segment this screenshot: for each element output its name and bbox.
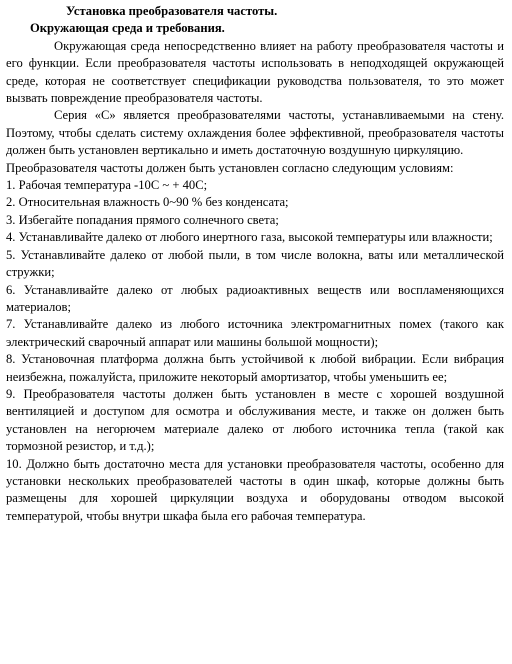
list-item: 2. Относительная влажность 0~90 % без конденсата; <box>6 195 289 210</box>
document-title: Установка преобразователя частоты. <box>66 4 278 18</box>
list-item: 10. Должно быть достаточно места для установки преобразователя частоты, особенно для установки нескольких преобразователей частоты в один шкаф, которые должны быть размещены для хорошей циркуляции воздуха и оборудованы отводом высокой температурой, чтобы внутри шкафа была его рабочая температура. <box>6 456 504 523</box>
list-item: 6. Устанавливайте далеко от любых радиоактивных веществ или воспламеняющихся материалов; <box>6 282 504 314</box>
paragraph-series-c: Серия «С» является преобразователями частоты, устанавливаемыми на стену. Поэтому, чтобы сделать систему охлаждения более эффективной, преобразователя частоты должен быть установлен вертикально и иметь достаточную воздушную циркуляцию. <box>6 108 504 158</box>
paragraph-environment: Окружающая среда непосредственно влияет на работу преобразователя частоты и его функции. Если преобразователя частоты использовать в неподходящей окружающей среде, которая не соответствует спецификации руководства пользователя, то это может вызвать повреждение преобразователя частоты. <box>6 38 504 106</box>
list-item: 7. Устанавливайте далеко из любого источника электромагнитных помех (такого как электрический сварочный аппарат или машины большой мощности); <box>6 317 504 349</box>
list-item: 8. Установочная платформа должна быть устойчивой к любой вибрации. Если вибрация неизбежна, пожалуйста, приложите некоторый амортизатор, чтобы уменьшить ее; <box>6 352 504 384</box>
list-item: 5. Устанавливайте далеко от любой пыли, в том числе волокна, ваты или металлической стружки; <box>6 247 504 280</box>
list-item: 3. Избегайте попадания прямого солнечного света; <box>6 212 279 227</box>
paragraph-conditions-intro: Преобразователя частоты должен быть установлен согласно следующим условиям: <box>6 160 454 175</box>
list-item: 4. Устанавливайте далеко от любого инертного газа, высокой температуры или влажности; <box>6 230 493 245</box>
conditions-list <box>6 177 504 525</box>
list-item: 1. Рабочая температура -10С ~ + 40С; <box>6 178 208 193</box>
list-item: 9. Преобразователя частоты должен быть установлен в месте с хорошей воздушной вентиляцией и доступом для осмотра и обслуживания месте, и также он должен быть установлен на негорючем материале далеко от любого источника тепла (такой как тормозной резистор, и т.д.); <box>6 386 504 454</box>
section-heading: Окружающая среда и требования. <box>30 21 225 36</box>
